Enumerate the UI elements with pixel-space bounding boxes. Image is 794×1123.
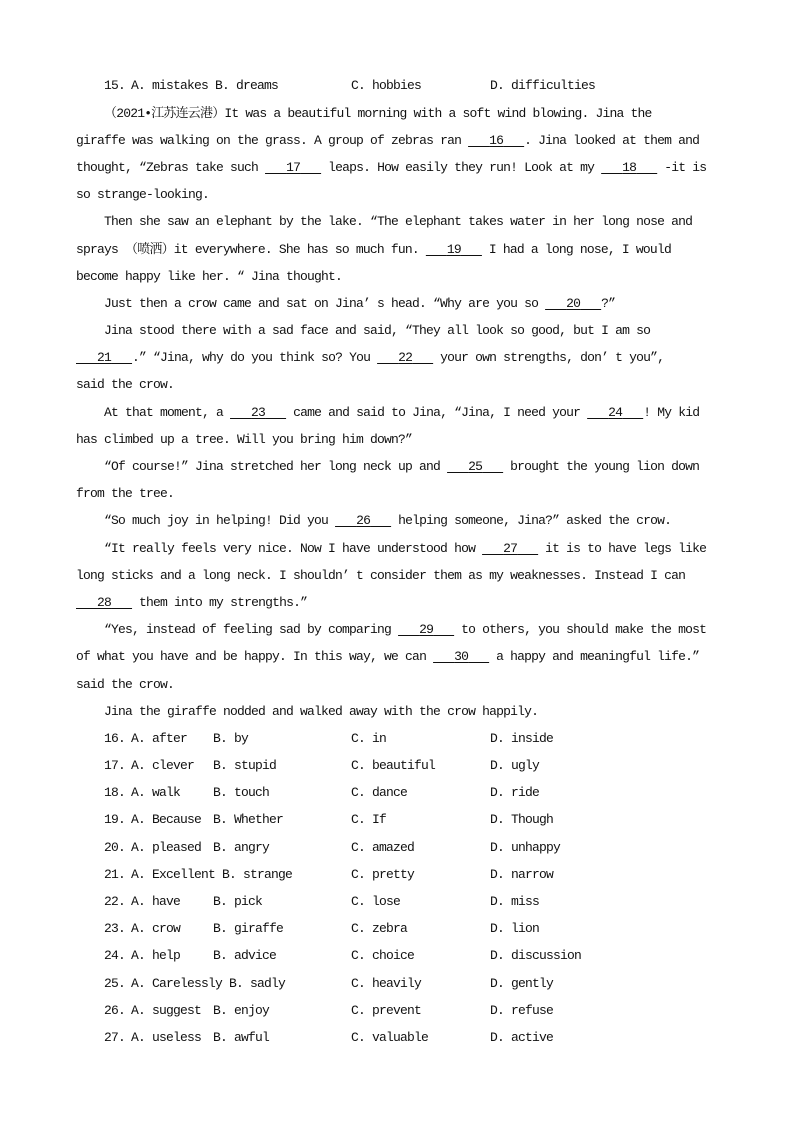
blank-19: 19 bbox=[446, 241, 461, 257]
options-list bbox=[76, 725, 714, 1051]
option-c: C. amazed bbox=[351, 839, 415, 855]
text-segment: become happy like her. “ Jina thought. bbox=[76, 268, 343, 284]
option-c: C. lose bbox=[351, 894, 401, 910]
option-b: B. stupid bbox=[213, 758, 277, 774]
option-a: A. Because bbox=[131, 812, 202, 828]
text-segment: long sticks and a long neck. I shouldn’ t consider them as my weaknesses. Instead I can bbox=[76, 567, 686, 583]
option-row-24 bbox=[76, 942, 714, 969]
option-group-ab bbox=[131, 725, 351, 752]
text-segment: “So much joy in helping! Did you bbox=[104, 513, 336, 529]
option-a: A. Carelessly bbox=[131, 975, 223, 991]
text-segment: said the crow. bbox=[76, 377, 175, 393]
paragraph-8 bbox=[76, 535, 714, 617]
text-line bbox=[76, 562, 714, 589]
text-line bbox=[76, 453, 714, 480]
text-segment: “Yes, instead of feeling sad by comparing bbox=[104, 622, 399, 638]
option-b: B. enjoy bbox=[213, 1002, 270, 1018]
option-a: A. help bbox=[131, 948, 181, 964]
text-segment: from the tree. bbox=[76, 486, 175, 502]
option-c: C. choice bbox=[351, 948, 415, 964]
text-segment: Just then a crow came and sat on Jina’ s head. “Why are you so bbox=[104, 295, 546, 311]
option-a: A. walk bbox=[131, 785, 181, 801]
option-group-ab bbox=[131, 834, 351, 861]
option-row-26 bbox=[76, 997, 714, 1024]
text-line bbox=[76, 616, 714, 643]
text-segment: At that moment, a bbox=[104, 404, 231, 420]
option-d: D. miss bbox=[490, 894, 540, 910]
option-group-ab bbox=[131, 970, 351, 997]
text-line bbox=[76, 507, 714, 534]
option-row-27 bbox=[76, 1024, 714, 1051]
option-d: D. unhappy bbox=[490, 839, 561, 855]
blank-25: 25 bbox=[468, 459, 483, 475]
option-d: D. inside bbox=[490, 730, 554, 746]
blank-28: 28 bbox=[97, 594, 112, 610]
text-segment: it is to have legs like bbox=[538, 540, 707, 556]
text-line bbox=[76, 535, 714, 562]
option-c: C. valuable bbox=[351, 1029, 429, 1045]
document-page bbox=[76, 72, 714, 1051]
text-segment: a happy and meaningful life.” bbox=[489, 649, 700, 665]
text-segment: ?” bbox=[601, 295, 616, 311]
text-segment: thought, “Zebras take such bbox=[76, 159, 266, 175]
text-segment: .” “Jina, why do you think so? You bbox=[132, 350, 378, 366]
paragraph-6 bbox=[76, 453, 714, 507]
option-c: C. prevent bbox=[351, 1002, 422, 1018]
option-b: B. touch bbox=[213, 785, 270, 801]
text-line bbox=[76, 399, 714, 426]
text-segment: Jina the giraffe nodded and walked away with the crow happily. bbox=[104, 703, 539, 719]
text-line bbox=[76, 589, 714, 616]
option-group-ab bbox=[131, 861, 351, 888]
text-line bbox=[76, 100, 714, 127]
text-segment: -it is bbox=[657, 159, 707, 175]
question-number: 20. bbox=[104, 839, 126, 855]
option-d: D. gently bbox=[490, 975, 554, 991]
option-c: C. heavily bbox=[351, 975, 422, 991]
option-row-15 bbox=[76, 72, 714, 99]
text-line bbox=[76, 127, 714, 154]
option-c: C. If bbox=[351, 812, 387, 828]
option-b: B. pick bbox=[213, 894, 263, 910]
option-group-ab bbox=[131, 997, 351, 1024]
question-number: 19. bbox=[104, 812, 126, 828]
paragraph-1 bbox=[76, 100, 714, 209]
text-segment: brought the young lion down bbox=[503, 459, 700, 475]
text-segment: so strange-looking. bbox=[76, 187, 210, 203]
text-segment: “It really feels very nice. Now I have understood how bbox=[104, 540, 483, 556]
option-c: C. hobbies bbox=[351, 78, 422, 94]
option-a: A. have bbox=[131, 894, 181, 910]
text-line bbox=[76, 643, 714, 670]
blank-26: 26 bbox=[356, 513, 371, 529]
text-segment: said the crow. bbox=[76, 676, 175, 692]
paragraph-5 bbox=[76, 399, 714, 453]
text-segment: to others, you should make the most bbox=[454, 622, 707, 638]
option-b: B. strange bbox=[222, 866, 293, 882]
option-c: C. pretty bbox=[351, 866, 415, 882]
option-b: B. angry bbox=[213, 839, 270, 855]
text-segment: I had a long nose, I would bbox=[481, 241, 671, 257]
option-group-ab bbox=[131, 888, 351, 915]
blank-20: 20 bbox=[566, 295, 581, 311]
text-segment: giraffe was walking on the grass. A group of zebras ran bbox=[76, 132, 469, 148]
paragraph-9 bbox=[76, 616, 714, 698]
option-a: A. suggest bbox=[131, 1002, 202, 1018]
text-line bbox=[76, 208, 714, 235]
option-a: A. clever bbox=[131, 758, 195, 774]
option-row-16 bbox=[76, 725, 714, 752]
option-b: B. dreams bbox=[215, 78, 279, 94]
text-segment: leaps. How easily they run! Look at my bbox=[321, 159, 602, 175]
question-number: 16. bbox=[104, 730, 126, 746]
option-c: C. dance bbox=[351, 785, 408, 801]
option-d: D. ugly bbox=[490, 758, 540, 774]
text-segment: them into my strengths.” bbox=[132, 594, 308, 610]
text-line bbox=[76, 671, 714, 698]
question-number: 24. bbox=[104, 948, 126, 964]
text-segment: “Of course!” Jina stretched her long neck up and bbox=[104, 459, 448, 475]
option-d: D. ride bbox=[490, 785, 540, 801]
option-row-17 bbox=[76, 752, 714, 779]
blank-23: 23 bbox=[251, 404, 266, 420]
option-b: B. awful bbox=[213, 1029, 270, 1045]
option-d: D. narrow bbox=[490, 866, 554, 882]
option-row-21 bbox=[76, 861, 714, 888]
option-c: C. zebra bbox=[351, 921, 408, 937]
question-number: 22. bbox=[104, 894, 126, 910]
paragraph-2 bbox=[76, 208, 714, 290]
option-d: D. lion bbox=[490, 921, 540, 937]
text-line bbox=[76, 371, 714, 398]
option-b: B. giraffe bbox=[213, 921, 284, 937]
text-segment: It was a beautiful morning with a soft wind blowing. Jina the bbox=[224, 105, 652, 121]
option-group-ab bbox=[131, 779, 351, 806]
option-row-23 bbox=[76, 915, 714, 942]
blank-27: 27 bbox=[503, 540, 518, 556]
question-number: 25. bbox=[104, 975, 126, 991]
text-segment: Then she saw an elephant by the lake. “The elephant takes water in her long nose and bbox=[104, 214, 693, 230]
blank-29: 29 bbox=[419, 622, 434, 638]
blank-22: 22 bbox=[398, 350, 413, 366]
blank-17: 17 bbox=[286, 159, 301, 175]
text-line bbox=[76, 344, 714, 371]
blank-21: 21 bbox=[97, 350, 112, 366]
option-b: B. Whether bbox=[213, 812, 284, 828]
option-row-18 bbox=[76, 779, 714, 806]
blank-18: 18 bbox=[622, 159, 637, 175]
option-row-25 bbox=[76, 970, 714, 997]
question-number: 15. bbox=[104, 78, 126, 94]
option-group-ab bbox=[131, 72, 351, 99]
option-d: D. discussion bbox=[490, 948, 582, 964]
option-group-ab bbox=[131, 806, 351, 833]
option-a: A. mistakes bbox=[131, 78, 209, 94]
paragraph-4 bbox=[76, 317, 714, 399]
blank-16: 16 bbox=[489, 132, 504, 148]
question-number: 21. bbox=[104, 866, 126, 882]
question-number: 27. bbox=[104, 1029, 126, 1045]
blank-30: 30 bbox=[454, 649, 469, 665]
option-d: D. difficulties bbox=[490, 78, 596, 94]
text-segment: has climbed up a tree. Will you bring him down?” bbox=[76, 431, 413, 447]
text-line bbox=[76, 236, 714, 263]
text-segment: Jina stood there with a sad face and said, “They all look so good, but I am so bbox=[104, 323, 651, 339]
text-line bbox=[76, 480, 714, 507]
text-segment: came and said to Jina, “Jina, I need your bbox=[286, 404, 588, 420]
option-d: D. active bbox=[490, 1029, 554, 1045]
option-a: A. useless bbox=[131, 1029, 202, 1045]
text-line bbox=[76, 698, 714, 725]
text-line bbox=[76, 290, 714, 317]
option-d: D. refuse bbox=[490, 1002, 554, 1018]
option-b: B. by bbox=[213, 730, 249, 746]
text-segment: ! My kid bbox=[643, 404, 700, 420]
text-segment: your own strengths, don’ t you”, bbox=[433, 350, 665, 366]
text-line bbox=[76, 317, 714, 344]
question-number: 26. bbox=[104, 1002, 126, 1018]
option-group-ab bbox=[131, 915, 351, 942]
option-row-20 bbox=[76, 834, 714, 861]
option-row-22 bbox=[76, 888, 714, 915]
text-line bbox=[76, 263, 714, 290]
question-number: 23. bbox=[104, 921, 126, 937]
option-c: C. beautiful bbox=[351, 758, 436, 774]
option-a: A. crow bbox=[131, 921, 181, 937]
paragraph-10 bbox=[76, 698, 714, 725]
option-b: B. advice bbox=[213, 948, 277, 964]
option-c: C. in bbox=[351, 730, 387, 746]
option-a: A. after bbox=[131, 730, 188, 746]
option-b: B. sadly bbox=[229, 975, 286, 991]
text-segment: helping someone, Jina?” asked the crow. bbox=[391, 513, 672, 529]
text-line bbox=[76, 181, 714, 208]
text-segment: . Jina looked at them and bbox=[524, 132, 700, 148]
text-segment: of what you have and be happy. In this way, we can bbox=[76, 649, 434, 665]
option-row-19 bbox=[76, 806, 714, 833]
text-line bbox=[76, 154, 714, 181]
paragraph-3 bbox=[76, 290, 714, 317]
question-number: 18. bbox=[104, 785, 126, 801]
blank-24: 24 bbox=[608, 404, 623, 420]
paragraph-7 bbox=[76, 507, 714, 534]
option-d: D. Though bbox=[490, 812, 554, 828]
cloze-passage bbox=[76, 100, 714, 725]
question-number: 17. bbox=[104, 758, 126, 774]
text-line bbox=[76, 426, 714, 453]
option-group-ab bbox=[131, 1024, 351, 1051]
option-group-ab bbox=[131, 752, 351, 779]
source-label: （2021•江苏连云港） bbox=[104, 105, 225, 121]
option-a: A. pleased bbox=[131, 839, 202, 855]
option-group-ab bbox=[131, 942, 351, 969]
text-segment: sprays （喷洒）it everywhere. She has so much fun. bbox=[76, 241, 426, 257]
option-a: A. Excellent bbox=[131, 866, 216, 882]
